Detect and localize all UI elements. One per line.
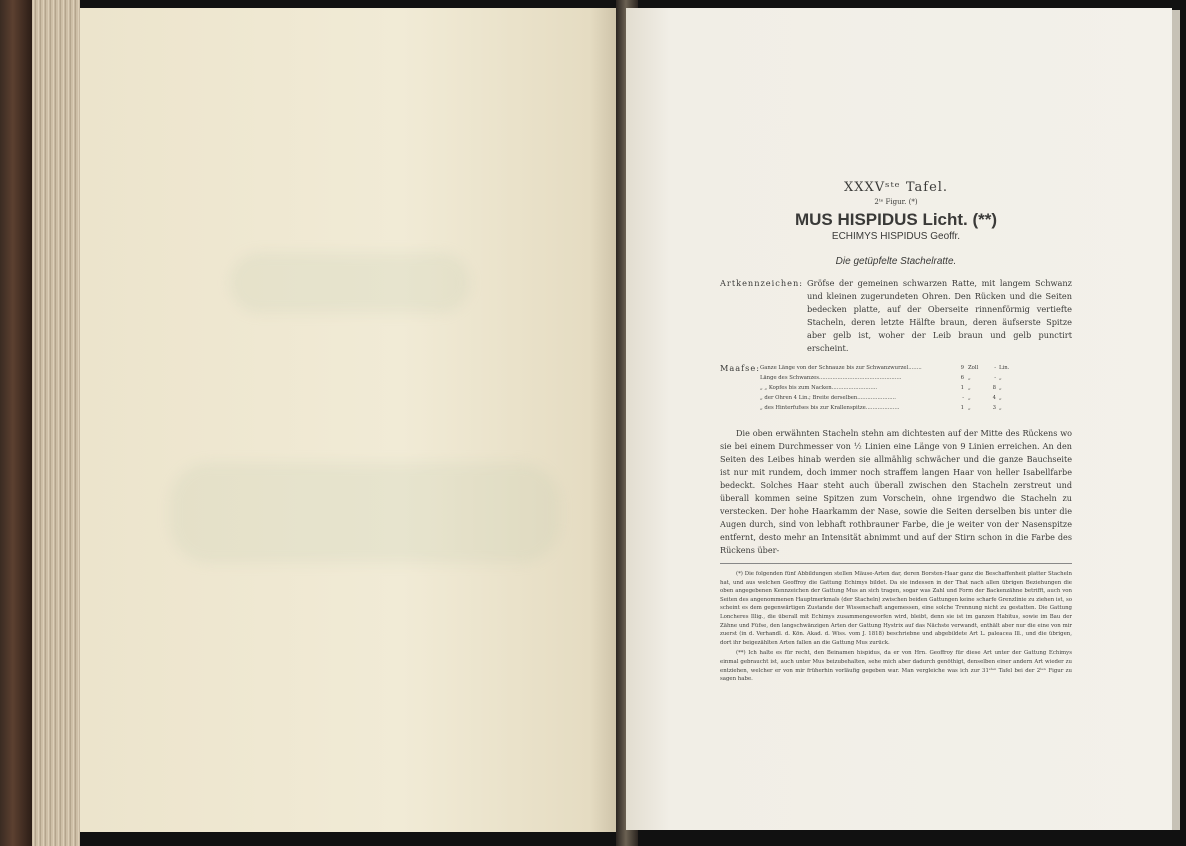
left-page-blank <box>80 8 616 832</box>
measurement-desc: „ des Hinterfufses bis zur Krallenspitze.................... <box>760 405 900 411</box>
measurement-lin-unit: „ <box>999 395 1002 401</box>
footnote: (**) Ich halte es für recht, den Beinamen hispidus, da er von Hrn. Geoffroy für diese Art unter der Gattung Echimys einmal gebraucht ist, auch unter Mus beizubehalten, sehe mich aber dadurch genöthigt, denselben einer andern Art wieder zu entziehen, welcher er von mir früherhin vorläufig gegeben war. Man vergleiche was ich zur 31ˢᵗᵉⁿ Tafel bei der 2ᵗᵉⁿ Figur zu sagen habe. <box>720 650 1072 683</box>
measurement-zoll: 9 <box>960 365 964 371</box>
artkennzeichen-section <box>720 277 1072 355</box>
measurement-row <box>760 373 1017 383</box>
right-page-edge <box>1172 10 1180 830</box>
measurement-row <box>760 363 1017 373</box>
measurement-lin-unit: „ <box>999 375 1002 381</box>
measurement-desc: „ der Ohren 4 Lin.; Breite derselben....................... <box>760 395 896 401</box>
measurements-section <box>720 363 1072 413</box>
measurement-zoll: 1 <box>960 385 964 391</box>
show-through-shadow <box>230 253 470 313</box>
measurement-row <box>760 403 1017 413</box>
measurements-table <box>760 363 1017 413</box>
plate-title: XXXVˢᵗᵉ Tafel. <box>843 180 949 195</box>
measurement-lin: 8 <box>992 385 996 391</box>
book-spine-edge <box>0 0 32 846</box>
measurement-lin-unit: „ <box>999 405 1002 411</box>
measurement-zoll-unit: Zoll <box>968 365 979 371</box>
page-block-edge <box>32 0 80 846</box>
measurement-zoll: - <box>962 395 964 401</box>
common-name: Die getüpfelte Stachelratte. <box>835 256 957 267</box>
artkennzeichen-text: Gröfse der gemeinen schwarzen Ratte, mit langem Schwanz und kleinen zugerundeten Ohren. Den Rücken und die Seiten bedecken platte, auf der Oberseite rinnenförmig vertiefte Stacheln, deren letzte Hälfte braun, deren äufserste Spitze aber gelb ist, woher der Leib braun und gelb punctirt erscheint. <box>806 278 1072 353</box>
body-paragraph: Die oben erwähnten Stacheln stehn am dichtesten auf der Mitte des Rückens wo sie bei einem Durchmesser von ½ Linien eine Länge von 9 Linien erreichen. An den Seiten des Leibes hinab werden sie allmählig schwächer und die ganze Bauchseite ist nur mit rundem, doch immer noch straffem langen Haar von heller Isabellfarbe bedeckt. Solches Haar steht auch überall zwischen den Stacheln zerstreut und überall kommen seine Spitzen zum Vorschein, ohne irgendwo die Stacheln zu verstecken. Der hohe Haarkamm der Nase, sowie die Seiten derselben bis unter die Augen durch, sind von lebhaft rothbrauner Farbe, die je weiter von der Nasenspitze entfernt, desto mehr an Intensität abnimmt und auf der Stirn schon in die Farbe des Rückens über- <box>720 428 1072 555</box>
measurement-zoll-unit: „ <box>968 395 971 401</box>
footnote: (*) Die folgenden fünf Abbildungen stellen Mäuse-Arten dar, deren Borsten-Haar ganz die Beschaffenheit platter Stacheln hat, und aus welchen Geoffroy die Gattung Echimys bildet. Da sie indessen in der That nach allen übrigen Beziehungen die oben angegebenen Kennzeichen der Gattung Mus an sich tragen, sogar was Zahl und Form der Backenzähne betrifft, auch von Seiten des angenommenen Hauptmerkmals (der Stacheln) zwischen beiden Gattungen keine scharfe Grenzlinie zu ziehen ist, so scheint es dem gegenwärtigen Zustande der Wissenschaft angemessen, eine solche Trennung nicht zu gestatten. Die Gattung Loncheres Illig., die überall mit Echimys zusammengeworfen wird, bleibt, denn sie ist im ganzen Habitus, sowie im Bau der Zähne und Füfse, den langschwänzigen Arten der Gattung Hystrix auf das Nächste verwandt, enthält aber nur die eine von mir zuerst (in d. Verhandl. d. Kön. Akad. d. Wiss. vom J. 1818) beschriebne und abgebildete Art L. paleacea Ill., und die übrigen, dort ihr beigezählten Arten fallen an die Gattung Mus zurück. <box>720 571 1072 646</box>
measurement-row <box>760 393 1017 403</box>
species-name: MUS HISPIDUS Licht. (**) <box>794 210 998 229</box>
measurement-lin-unit: Lin. <box>999 365 1010 371</box>
measurement-desc: „ „ Kopfes bis zum Nacken........................... <box>760 385 878 391</box>
measurement-zoll-unit: „ <box>968 405 971 411</box>
measurement-lin-unit: „ <box>999 385 1002 391</box>
measurements-label: Maafse: <box>720 363 760 373</box>
measurement-zoll-unit: „ <box>968 385 971 391</box>
measurement-desc: Ganze Länge von der Schnauze bis zur Schwanzwurzel........ <box>760 365 922 371</box>
synonym-name: ECHIMYS HISPIDUS Geoffr. <box>831 231 961 242</box>
measurement-lin: 3 <box>992 405 996 411</box>
measurement-zoll-unit: „ <box>968 375 971 381</box>
page-content <box>720 180 1072 684</box>
measurement-row <box>760 383 1017 393</box>
measurement-lin: - <box>994 365 996 371</box>
footnote-divider <box>720 563 1072 564</box>
measurement-lin: - <box>994 375 996 381</box>
measurement-desc: Länge des Schwanzes................................................. <box>760 375 902 381</box>
figure-number: 2ᵗᵉ Figur. (*) <box>874 198 918 206</box>
measurement-zoll: 1 <box>960 405 964 411</box>
artkennzeichen-label: Artkennzeichen: <box>720 278 803 288</box>
measurement-lin: 4 <box>992 395 996 401</box>
measurement-zoll: 6 <box>960 375 964 381</box>
show-through-shadow <box>170 463 560 563</box>
right-page <box>626 8 1172 830</box>
